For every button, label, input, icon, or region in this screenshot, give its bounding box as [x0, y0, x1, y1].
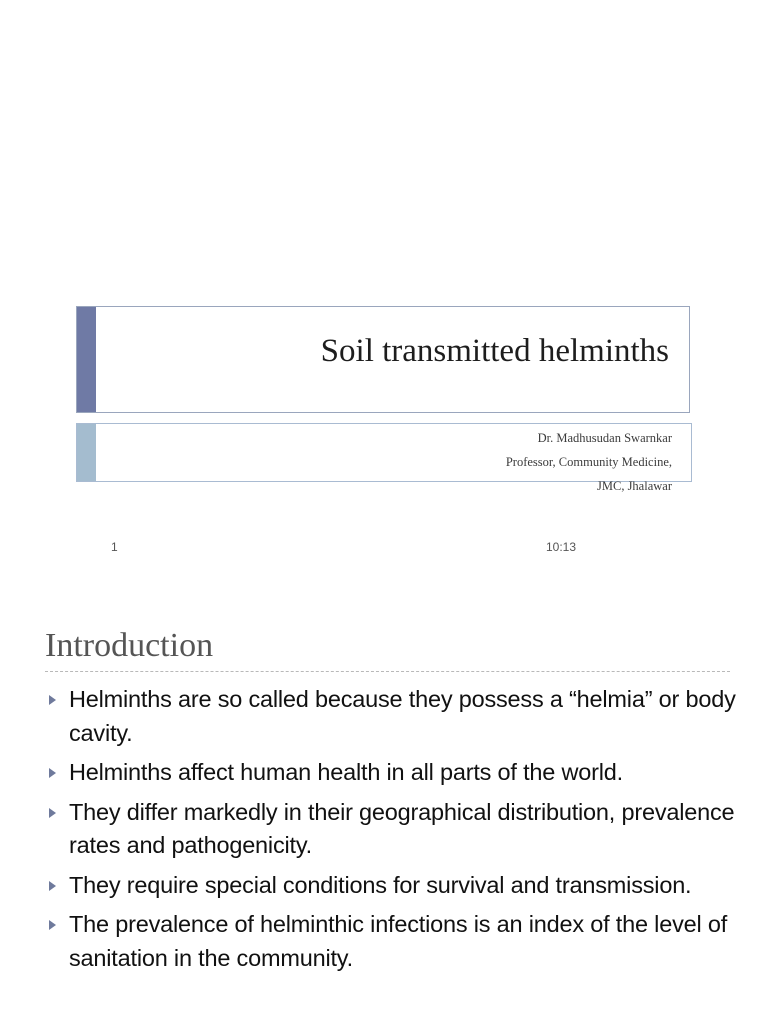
- bullet-item: [46, 869, 746, 903]
- bullet-text: They differ markedly in their geographical distribution, prevalence rates and pathogenicity.: [69, 798, 735, 858]
- slide-time: 10:13: [546, 540, 577, 554]
- slide-title: Soil transmitted helminths: [320, 333, 669, 369]
- section-title: Introduction: [45, 627, 214, 664]
- title-accent-bar: [77, 307, 96, 412]
- subtitle-accent-bar: [77, 424, 96, 481]
- triangle-bullet-icon: [49, 768, 56, 778]
- bullet-text: Helminths are so called because they possess a “helmia” or body cavity.: [69, 686, 736, 746]
- title-divider: [45, 671, 730, 672]
- title-box: [76, 306, 690, 413]
- subtitle-box: [76, 423, 692, 493]
- subtitle-lines: [506, 426, 672, 498]
- bullet-item: [46, 683, 746, 750]
- author-position: Professor, Community Medicine,: [505, 455, 672, 469]
- slide-number: 1: [111, 540, 118, 554]
- triangle-bullet-icon: [49, 881, 56, 891]
- bullet-text: Helminths affect human health in all parts of the world.: [69, 759, 623, 785]
- bullet-text: The prevalence of helminthic infections is an index of the level of sanitation in the community.: [69, 911, 728, 971]
- triangle-bullet-icon: [49, 695, 56, 705]
- bullet-item: [46, 908, 746, 975]
- triangle-bullet-icon: [49, 808, 56, 818]
- author-institution: JMC, Jhalawar: [597, 479, 672, 493]
- bullet-text: They require special conditions for survival and transmission.: [69, 871, 692, 898]
- bullet-item: [46, 796, 746, 863]
- triangle-bullet-icon: [49, 920, 56, 930]
- bullet-item: [46, 756, 746, 790]
- bullet-list: [46, 683, 746, 981]
- author-name: Dr. Madhusudan Swarnkar: [537, 431, 672, 445]
